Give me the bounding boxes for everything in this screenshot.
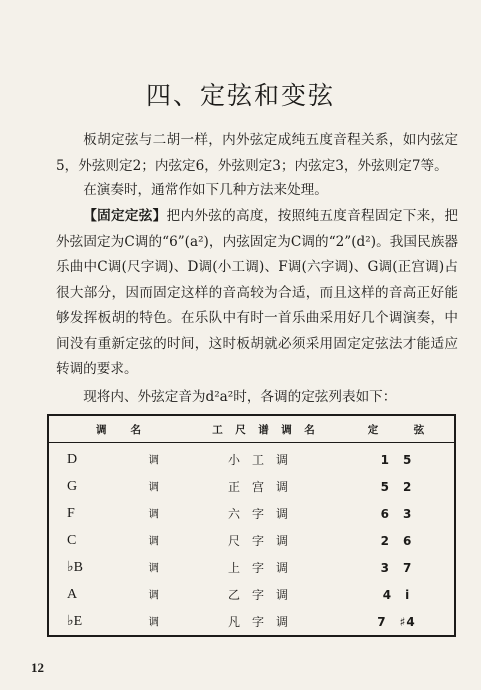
paragraph-fixed-tuning	[56, 204, 458, 383]
tuning-cell: 6 3	[380, 507, 413, 521]
key-suffix-cell: 调	[148, 481, 159, 493]
tuning-cell: 1 5	[380, 453, 413, 467]
tuning-cell: 7 ♯4	[377, 615, 416, 629]
tuning-cell: 4 i	[382, 588, 411, 602]
key-suffix-cell: 调	[148, 508, 159, 520]
table-row	[48, 473, 455, 500]
gongche-cell: 乙字调	[227, 588, 300, 602]
table-row	[48, 581, 455, 608]
table-row	[48, 500, 455, 527]
key-suffix-cell: 调	[148, 589, 159, 601]
key-cell: ♭B	[67, 560, 83, 575]
key-cell: F	[67, 505, 75, 521]
key-cell: ♭E	[67, 614, 83, 629]
paragraph-table-intro: 现将内、外弦定音为d²a²时，各调的定弦列表如下：	[83, 389, 397, 405]
paragraph-methods: 在演奏时，通常作如下几种方法来处理。	[83, 182, 328, 198]
tuning-cell: 5 2	[380, 480, 413, 494]
key-cell: A	[67, 586, 78, 602]
tuning-cell: 2 6	[380, 534, 413, 548]
table-header-row	[48, 415, 455, 443]
key-suffix-cell: 调	[148, 616, 159, 628]
tuning-cell: 3 7	[380, 561, 413, 575]
section-title: 四、定弦和变弦	[145, 81, 335, 110]
table-row	[48, 443, 455, 474]
header-gongche-name: 工 尺 谱 调 名	[189, 415, 339, 443]
table-row	[48, 608, 455, 636]
key-suffix-cell: 调	[148, 562, 159, 574]
key-cell: D	[67, 451, 78, 467]
tuning-table	[47, 414, 456, 637]
key-cell: G	[67, 478, 78, 494]
key-suffix-cell: 调	[148, 454, 159, 466]
gongche-cell: 六字调	[227, 507, 300, 521]
paragraph-tuning-intro: 板胡定弦与二胡一样，内外弦定成纯五度音程关系，如内弦定5，外弦则定2；内弦定6，外弦则定3；内弦定3，外弦则定7等。	[56, 132, 458, 174]
key-cell: C	[67, 532, 77, 548]
gongche-cell: 上字调	[227, 561, 300, 575]
gongche-cell: 小工调	[227, 453, 300, 467]
header-key-name: 调 名	[48, 415, 189, 443]
gongche-cell: 尺字调	[227, 534, 300, 548]
gongche-cell: 凡字调	[227, 615, 300, 629]
fixed-tuning-keyword: 【固定定弦】	[83, 208, 167, 224]
gongche-cell: 正宫调	[227, 480, 300, 494]
key-suffix-cell: 调	[148, 535, 159, 547]
header-tuning: 定 弦	[339, 415, 455, 443]
fixed-tuning-body: 把内外弦的高度，按照纯五度音程固定下来，把外弦固定为C调的“6”(a²)，内弦固定为C调的“2”(d²)。我国民族器乐曲中C调(尺字调)、D调(小工调)、F调(六字调)、G调(正宫调)占很大部分，因而固定这样的音高较为合适，而且这样的音高正好能够发挥板胡的特色。在乐队中有时一首乐曲采用好几个调演奏，中间没有重新定弦的时间，这时板胡就必须采用固定定弦法才能适应转调的要求。	[56, 208, 458, 377]
page-number: 12	[31, 660, 44, 675]
table-row	[48, 527, 455, 554]
table-row	[48, 554, 455, 581]
